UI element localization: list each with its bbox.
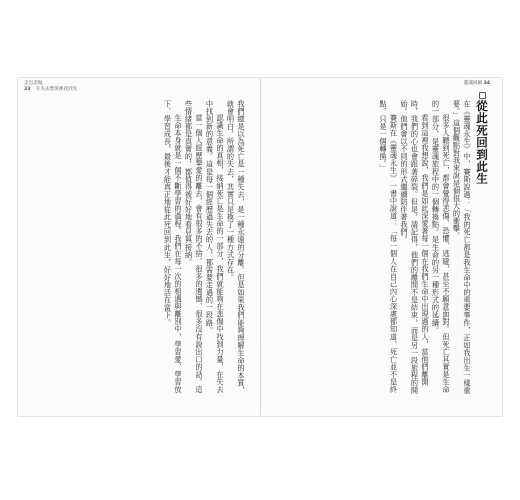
left-paragraph-1: 我們總是以為死亡是一種失去，是一種永遠的分離。但是如果我們能夠理解生命的本質，就會明白，所謂的失去，其實只是換了一種方式存在。 (226, 100, 246, 395)
left-page-body (32, 100, 246, 396)
left-paragraph-4: 生命本身就是一個不斷學習的過程。我們在每一次的相遇與離別中，學習愛、學習放下、學習成長，最後才能真正地從此死回到此生，好好地活在當下。 (163, 100, 183, 394)
book-spread (18, 78, 502, 416)
right-page-number: 34 (483, 81, 490, 86)
right-paragraph-2: 很多人聽到死亡，都會覺得悲傷、恐懼、逃避，甚至不願意面對。但死亡其實是生命的一部分，是靈魂旅程中的一個轉換點，是生命的另一種形式的延續。 (431, 100, 451, 394)
right-paragraph-4: 賽斯在《靈魂永生》一書中說道：「每一個人在自己內心深處都知道，死亡並不是終點，只是一個轉換。」 (379, 100, 399, 394)
page-gutter (260, 78, 261, 416)
right-header-title: 靈魂回歸 (463, 81, 483, 86)
left-header-title: 走出悲傷， (24, 81, 47, 86)
left-page-number: 33 (24, 87, 31, 92)
left-header-subtitle: 在失去摯愛裡找到光 (35, 87, 78, 92)
right-paragraph-3: 看到這裡我想說，我們是如此深愛著每一個在我們生命中出現過的人，當他們離開時，我們的心也會跟著碎裂。但是，請記得，他們的離開不是結束，而是另一段旅程的開始。他們會以不同的形式繼續陪伴著我們。 (400, 100, 430, 395)
right-page-header (464, 81, 494, 87)
section-heading: 從此死回到此生 (475, 100, 489, 185)
right-page-body (272, 100, 472, 396)
heading-bullet-icon (479, 92, 486, 99)
left-paragraph-2: 認識生命的真相，接納死亡是生命的一部分，我們就能夠在悲傷中找到力量，在失去中找到新的意義。這是每一個經歷過失去的人，都需要走過的一段路。 (205, 100, 225, 394)
right-paragraph-1: 在《靈魂永生》中，賽斯說過：「我的死亡都是我生命中的重要事件，正如我出生一樣重要。」這個觀點對我來說是個很大的衝擊。 (452, 100, 472, 395)
left-page-header (24, 81, 77, 93)
left-paragraph-3: 當一個人經歷摯愛的離去，會有很多的不捨、很多的遺憾、很多沒有說出口的話。這些情緒都是真實的，都值得被好好地看見與接納。 (184, 100, 204, 394)
